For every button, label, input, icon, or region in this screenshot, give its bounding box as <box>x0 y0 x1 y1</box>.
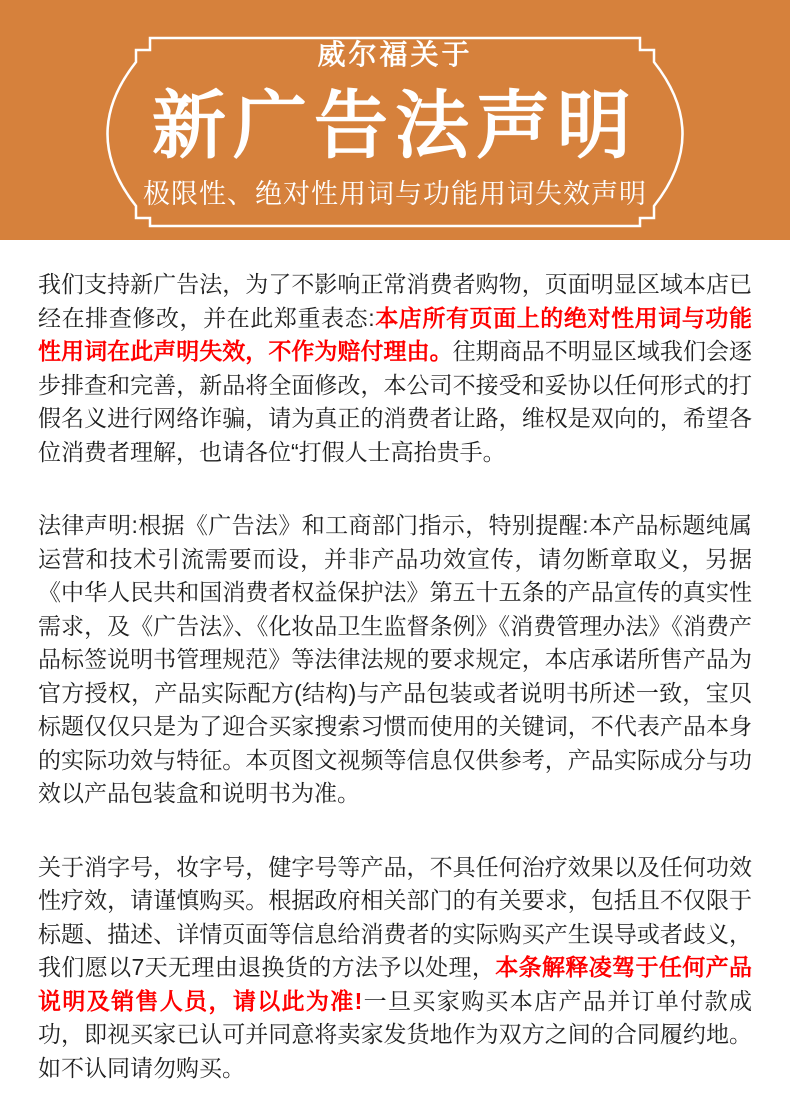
paragraphs-container <box>38 268 752 1085</box>
text-segment: 关于消字号，妆字号，健字号等产品，不具任何治疗效果以及任何功效性疗效，请谨慎购买。根据政府相关部门的有关要求，包括且不仅限于标题、描述、详情页面等信息给消费者的实际购买产生误导或者歧义，我们愿以7天无理由退换货的方法予以处理， <box>38 853 752 980</box>
subtitle: 极限性、绝对性用词与功能用词失效声明 <box>143 179 647 209</box>
highlighted-text: 本店所有页面上的绝对性用词与功能性用词在此声明失效，不作为赔付理由。 <box>38 304 753 364</box>
notice-body <box>0 240 790 1085</box>
header-banner <box>0 0 790 240</box>
paragraph <box>38 851 752 1086</box>
paragraph <box>38 268 752 469</box>
paragraph <box>38 509 752 811</box>
text-segment: 我们支持新广告法，为了不影响正常消费者购物，页面明显区域本店已经在排查修改，并在此郑重表态: <box>38 271 752 331</box>
text-segment: 往期商品不明显区域我们会逐步排查和完善，新品将全面修改，本公司不接受和妥协以任何形式的打假名义进行网络诈骗，请为真正的消费者让路，维权是双向的，希望各位消费者理解，也请各位“打假人士高抬贵手。 <box>38 338 753 465</box>
brand-line: 威尔福关于 <box>317 39 473 70</box>
text-segment: 一旦买家购买本店产品并订单付款成功，即视买家已认可并同意将卖家发货地作为双方之间的合同履约地。如不认同请勿购买。 <box>38 987 752 1081</box>
text-segment: 法律声明:根据《广告法》和工商部门指示，特别提醒:本产品标题纯属运营和技术引流需要而设，并非产品功效宣传，请勿断章取义，另据《中华人民共和国消费者权益保护法》第五十五条的产品宣传的真实性需求，及《广告法》、《化妆品卫生监督条例》《消费管理办法》《消费产品标签说明书管理规范》等法律法规的要求规定，本店承诺所售产品为官方授权，产品实际配方(结构)与产品包装或者说明书所述一致，宝贝标题仅仅只是为了迎合买家搜索习惯而使用的关键词，不代表产品本身的实际功效与特征。本页图文视频等信息仅供参考，产品实际成分与功效以产品包装盒和说明书为准。 <box>38 512 752 806</box>
page-title: 新广告法声明 <box>152 84 638 167</box>
highlighted-text: 本条解释凌驾于任何产品说明及销售人员，请以此为准! <box>38 954 753 1014</box>
